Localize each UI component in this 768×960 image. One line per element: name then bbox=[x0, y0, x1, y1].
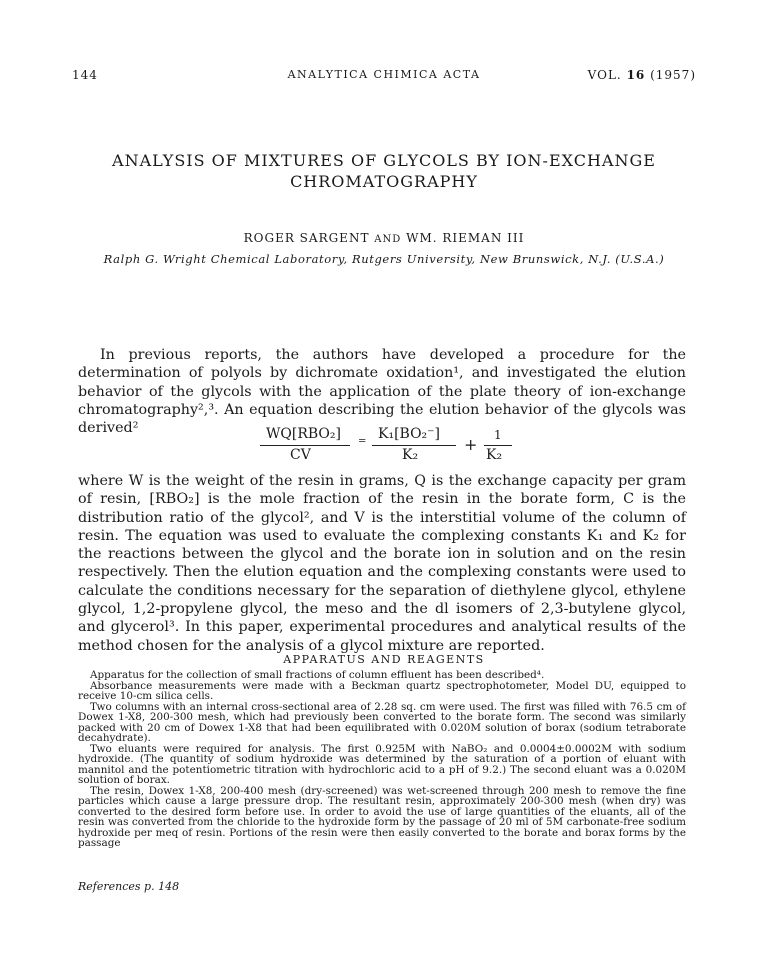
section-heading: APPARATUS AND REAGENTS bbox=[283, 653, 485, 666]
page-number: 144 bbox=[72, 68, 98, 82]
apparatus-section bbox=[78, 670, 686, 849]
author-and: AND bbox=[374, 234, 402, 245]
running-header bbox=[72, 68, 696, 86]
affiliation: Ralph G. Wright Chemical Laboratory, Rutgers University, New Brunswick, N.J. (U.S.A.) bbox=[103, 252, 665, 266]
eq-denominator-2: K₂ bbox=[402, 447, 419, 463]
eq-plus: + bbox=[464, 435, 478, 454]
eq-numerator-3: 1 bbox=[494, 428, 502, 442]
body-paragraph bbox=[78, 472, 686, 655]
elution-equation bbox=[240, 426, 640, 470]
fraction-bar-1 bbox=[260, 445, 350, 446]
eq-numerator-1: WQ[RBO₂] bbox=[266, 426, 341, 442]
eq-denominator-1: CV bbox=[290, 447, 311, 463]
year: (1957) bbox=[650, 68, 696, 82]
apparatus-paragraph-5: The resin, Dowex 1-X8, 200-400 mesh (dry-screened) was wet-screened through 200 mesh to remove the fine particles which cause a large pressure drop. The resultant resin, approximately 200-300 mesh (when dry) was converted to the desired form before use. In order to avoid the use of large quantities of the eluants, all of the resin was converted from the chloride to the hydroxide form by the passage of 20 ml of 5M carbonate-free sodium hydroxide per meq of resin. Portions of the resin were then easily converted to the borate and borax forms by the passage bbox=[78, 784, 686, 849]
authors bbox=[72, 231, 696, 245]
journal-name: ANALYTICA CHIMICA ACTA bbox=[287, 68, 481, 81]
title-line-1: ANALYSIS OF MIXTURES OF GLYCOLS BY ION-EXCHANGE bbox=[112, 151, 656, 170]
volume-info bbox=[588, 68, 696, 82]
title-line-2: CHROMATOGRAPHY bbox=[290, 172, 478, 191]
apparatus-paragraph-3: Two columns with an internal cross-sectional area of 2.28 sq. cm were used. The first was filled with 76.5 cm of Dowex 1-X8, 200-300 mesh, which had previously been converted to the borate form. The second was similarly packed with 20 cm of Dowex 1-X8 that had been equilibrated with 0.020M solution of borax (sodium tetraborate decahydrate). bbox=[78, 700, 686, 744]
fraction-bar-3 bbox=[484, 445, 512, 446]
intro-paragraph bbox=[78, 346, 686, 437]
body-text: where W is the weight of the resin in grams, Q is the exchange capacity per gram of resin, [RBO₂] is the mole fraction of the resin in the borate form, C is the distribution ratio of the glycol², and V is the interstitial volume of the column of resin. The equation was used to evaluate the complexing constants K₁ and K₂ for the reactions between the glycol and the borate ion in solution and on the resin respectively. Then the elution equation and the complexing constants were used to calculate the conditions necessary for the separation of diethylene glycol, ethylene glycol, 1,2-propylene glycol, the meso and the dl isomers of 2,3-butylene glycol, and glycerol³. In this paper, experimental procedures and analytical results of the method chosen for the analysis of a glycol mixture are reported. bbox=[78, 473, 686, 654]
author-1: ROGER SARGENT bbox=[243, 231, 370, 245]
intro-text: In previous reports, the authors have developed a procedure for the determination of polyols by dichromate oxidation¹, and investigated the elution behavior of the glycols with the application of the plate theory of ion-exchange chromatography²,³. An equation describing the elution behavior of the glycols was derived² bbox=[78, 347, 686, 437]
eq-denominator-3: K₂ bbox=[486, 447, 503, 463]
fraction-bar-2 bbox=[372, 445, 456, 446]
volume-number: 16 bbox=[626, 68, 646, 82]
article-title bbox=[72, 150, 696, 192]
apparatus-paragraph-2: Absorbance measurements were made with a Beckman quartz spectrophotometer, Model DU, equipped to receive 10-cm silica cells. bbox=[78, 679, 686, 702]
apparatus-paragraph-4: Two eluants were required for analysis. The first 0.925M with NaBO₂ and 0.0004±0.0002M with sodium hydroxide. (The quantity of sodium hydroxide was determined by the saturation of a portion of eluant with mannitol and the potentiometric titration with hydrochloric acid to a pH of 9.2.) The second eluant was a 0.020M solution of borax. bbox=[78, 742, 686, 786]
eq-numerator-2: K₁[BO₂⁻] bbox=[378, 426, 441, 442]
author-2: WM. RIEMAN III bbox=[406, 231, 525, 245]
eq-equals: = bbox=[358, 436, 367, 447]
references-note: References p. 148 bbox=[78, 880, 180, 893]
volume-label: VOL. bbox=[587, 68, 622, 82]
apparatus-paragraph-1: Apparatus for the collection of small fractions of column effluent has been described⁴. bbox=[90, 669, 545, 681]
